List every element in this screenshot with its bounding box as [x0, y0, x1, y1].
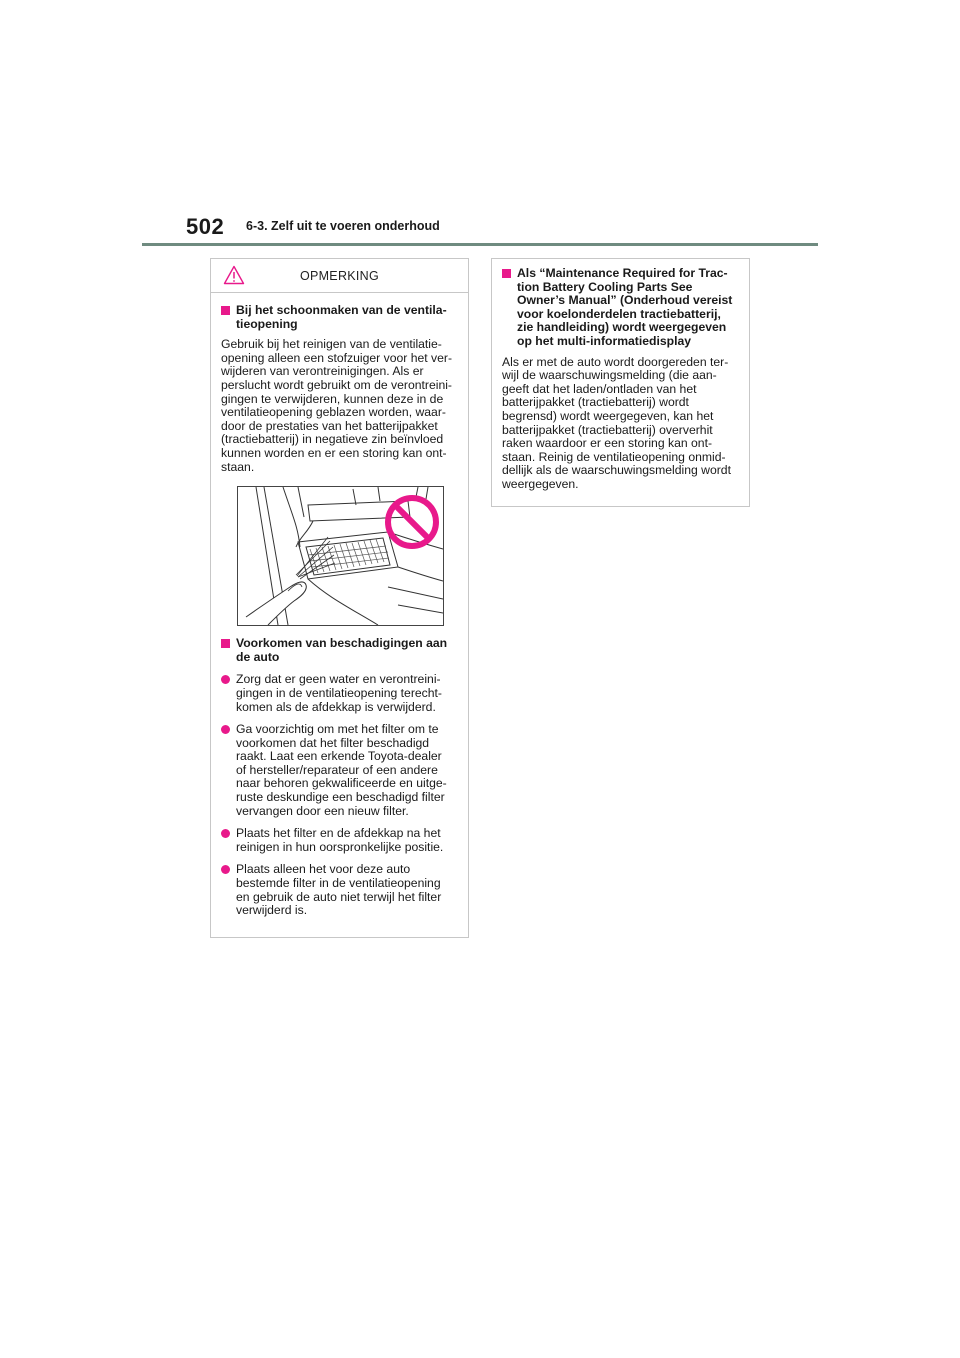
heading-text: Voorkomen van beschadigingen aan de auto — [236, 636, 448, 664]
header-rule — [142, 243, 818, 246]
list-item: Ga voorzichtig om met het filter om te voorkomen dat het filter beschadigd raakt. Laat een erkende Toyota-dealer of hersteller/reparateur of een andere naar behoren gekwalificeerde en uitge- ruste deskundige een beschadigd filter vervangen door een nieuw filter. — [221, 723, 458, 818]
heading-text: Als “Maintenance Required for Trac- tion Battery Cooling Parts See Owner’s Manual” (Onderhoud vereist voor koelonderdelen tractiebatterij, zie handleiding) wordt weergegeven op het multi-informatiedisplay — [517, 266, 733, 348]
prohibited-icon — [383, 493, 441, 551]
page-number: 502 — [186, 214, 225, 239]
round-bullet-icon — [221, 829, 230, 838]
notice-box — [210, 258, 469, 938]
section-heading-prevent-damage — [221, 637, 458, 664]
notice-header — [211, 259, 468, 293]
vent-cleaning-illustration — [237, 486, 444, 626]
square-bullet-icon — [221, 639, 230, 648]
notice-title: OPMERKING — [299, 268, 380, 283]
square-bullet-icon — [221, 306, 230, 315]
cleaning-paragraph: Gebruik bij het reinigen van de ventilatie- opening alleen een stofzuiger voor het ver- wijderen van verontreinigingen. Als er perslucht wordt gebruikt om de verontreini- gingen te verwijderen, kunnen deze in de ventilatieopening geblazen worden, waar- door de prestaties van het batterijpakket (tractiebatterij) in negatieve zin beïnvloed kunnen worden en er een storing kan ont- staan. — [221, 337, 453, 474]
list-item: Plaats het filter en de afdekkap na het reinigen in hun oorspronkelijke positie. — [221, 827, 458, 854]
maintenance-info-box — [491, 258, 750, 507]
warning-triangle-icon — [223, 265, 245, 285]
square-bullet-icon — [502, 269, 511, 278]
section-heading-cleaning — [221, 304, 458, 331]
section-title: 6-3. Zelf uit te voeren onderhoud — [246, 219, 440, 233]
round-bullet-icon — [221, 725, 230, 734]
round-bullet-icon — [221, 865, 230, 874]
list-item: Plaats alleen het voor deze auto bestemde filter in de ventilatieopening en gebruik de auto niet terwijl het filter verwijderd is. — [221, 863, 458, 917]
heading-text: Bij het schoonmaken van de ventila- tieopening — [236, 303, 447, 331]
maintenance-paragraph: Als er met de auto wordt doorgereden ter- wijl de waarschuwingsmelding (die aan- geeft dat het laden/ontladen van het batterijpakket (tractiebatterij) wordt begrensd) wordt weergegeven, kan het batterijpakket (tractiebatterij) oververhit raken waardoor er een storing kan ont- staan. Reinig de ventilatieopening onmid- dellijk als de waarschuwingsmelding wordt weergegeven. — [502, 354, 731, 491]
round-bullet-icon — [221, 675, 230, 684]
section-heading-maintenance-required — [502, 267, 739, 349]
list-item: Zorg dat er geen water en verontreini- gingen in de ventilatieopening terecht- komen als de afdekkap is verwijderd. — [221, 673, 458, 714]
